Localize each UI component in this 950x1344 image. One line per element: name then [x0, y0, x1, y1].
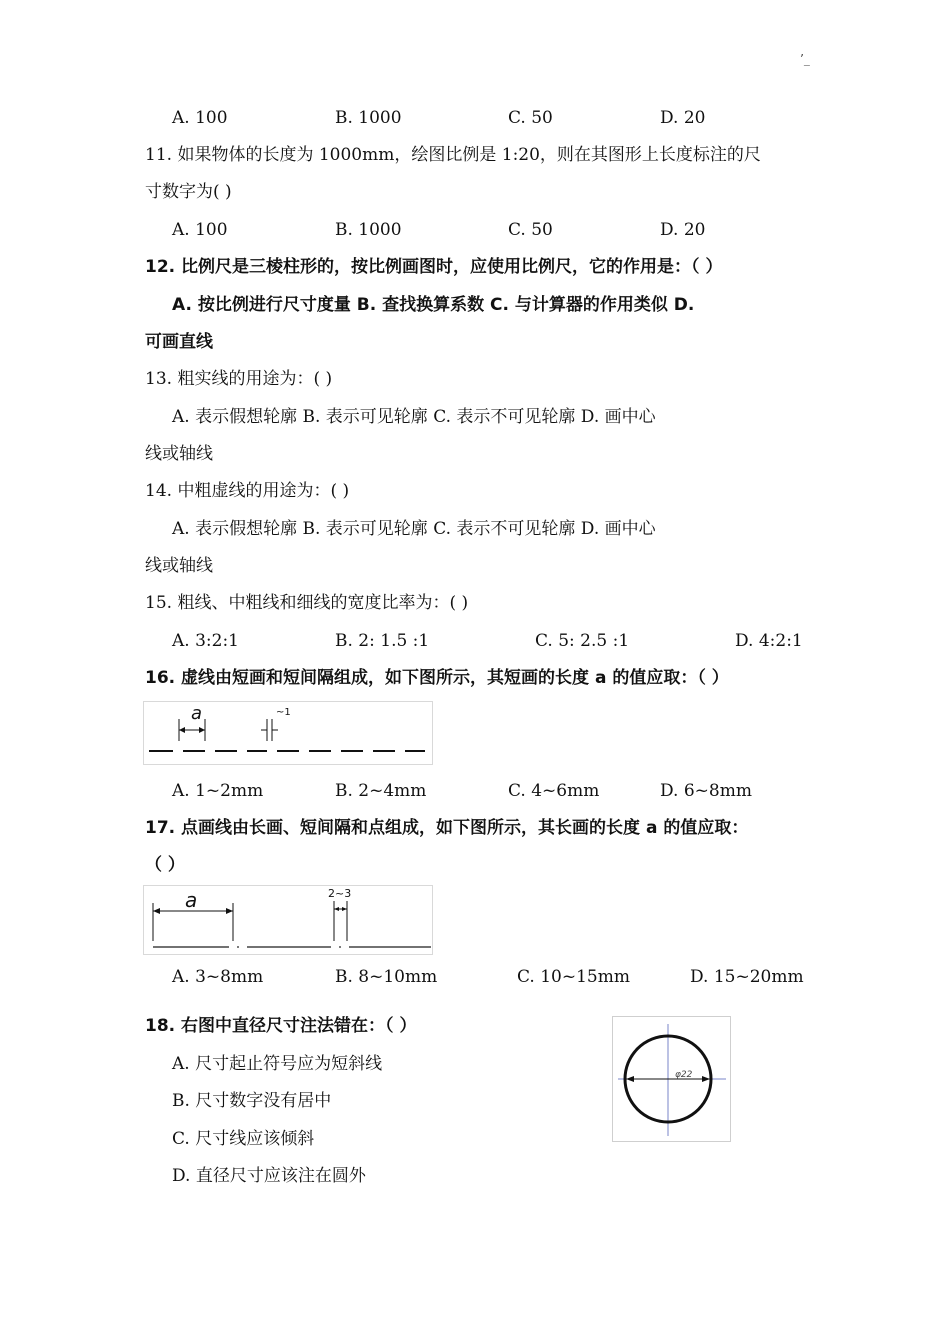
- q16-option-a: A. 1~2mm: [172, 781, 264, 801]
- q15-option-c: C. 5: 2.5 :1: [535, 631, 630, 651]
- q16-fig-a-label: a: [191, 703, 203, 724]
- q17-option-b: B. 8~10mm: [335, 967, 438, 987]
- q10-option-d: D. 20: [660, 108, 706, 128]
- q11-stem-line2: 寸数字为( ): [145, 182, 232, 202]
- q14-options-cont: 线或轴线: [145, 556, 213, 576]
- q15-option-d: D. 4:2:1: [735, 631, 803, 651]
- q16-option-c: C. 4~6mm: [508, 781, 600, 801]
- q14-options: A. 表示假想轮廓 B. 表示可见轮廓 C. 表示不可见轮廓 D. 画中心: [172, 519, 656, 539]
- q11-option-d: D. 20: [660, 220, 706, 240]
- q10-option-a: A. 100: [172, 108, 228, 128]
- q12-options: A. 按比例进行尺寸度量 B. 查找换算系数 C. 与计算器的作用类似 D.: [172, 295, 695, 315]
- q11-option-b: B. 1000: [335, 220, 402, 240]
- q17-stem-line2: （ ）: [145, 855, 185, 875]
- q14-stem: 14. 中粗虚线的用途为：( ): [145, 481, 350, 501]
- q17-option-a: A. 3~8mm: [172, 967, 264, 987]
- q11-option-a: A. 100: [172, 220, 228, 240]
- q13-options-cont: 线或轴线: [145, 444, 213, 464]
- q13-stem: 13. 粗实线的用途为：( ): [145, 369, 333, 389]
- q17-option-c: C. 10~15mm: [517, 967, 630, 987]
- q10-option-c: C. 50: [508, 108, 553, 128]
- q11-option-c: C. 50: [508, 220, 553, 240]
- q18-stem: 18. 右图中直径尺寸注法错在：（ ）: [145, 1016, 417, 1036]
- q11-stem-line1: 11. 如果物体的长度为 1000mm，绘图比例是 1:20，则在其图形上长度标注的尺: [145, 145, 761, 165]
- q17-stem-line1: 17. 点画线由长画、短间隔和点组成，如下图所示，其长画的长度 a 的值应取：: [145, 818, 749, 838]
- q15-stem: 15. 粗线、中粗线和细线的宽度比率为：( ): [145, 593, 469, 613]
- q10-option-b: B. 1000: [335, 108, 402, 128]
- q13-options: A. 表示假想轮廓 B. 表示可见轮廓 C. 表示不可见轮廓 D. 画中心: [172, 407, 656, 427]
- q15-option-b: B. 2: 1.5 :1: [335, 631, 430, 651]
- q16-fig-gap-label: ~1: [276, 707, 291, 718]
- q18-option-a: A. 尺寸起止符号应为短斜线: [172, 1054, 383, 1074]
- q17-option-d: D. 15~20mm: [690, 967, 804, 987]
- q17-fig-gap-label: 2~3: [328, 887, 352, 900]
- q18-option-d: D. 直径尺寸应该注在圆外: [172, 1166, 366, 1186]
- q15-option-a: A. 3:2:1: [172, 631, 239, 651]
- q16-option-b: B. 2~4mm: [335, 781, 427, 801]
- dash-dot-line-figure: [143, 885, 433, 955]
- q12-options-cont: 可画直线: [145, 332, 213, 352]
- diameter-dimension-figure: [612, 1016, 731, 1142]
- q18-option-b: B. 尺寸数字没有居中: [172, 1091, 332, 1111]
- q18-fig-diameter-label: φ22: [675, 1070, 693, 1080]
- q18-option-c: C. 尺寸线应该倾斜: [172, 1129, 315, 1149]
- header-mark: ’_: [800, 52, 810, 66]
- q16-option-d: D. 6~8mm: [660, 781, 752, 801]
- q16-stem: 16. 虚线由短画和短间隔组成，如下图所示，其短画的长度 a 的值应取：（ ）: [145, 668, 729, 688]
- q17-fig-a-label: a: [185, 888, 198, 912]
- q12-stem: 12. 比例尺是三棱柱形的，按比例画图时，应使用比例尺，它的作用是：（ ）: [145, 257, 723, 277]
- dashed-line-figure: [143, 701, 433, 765]
